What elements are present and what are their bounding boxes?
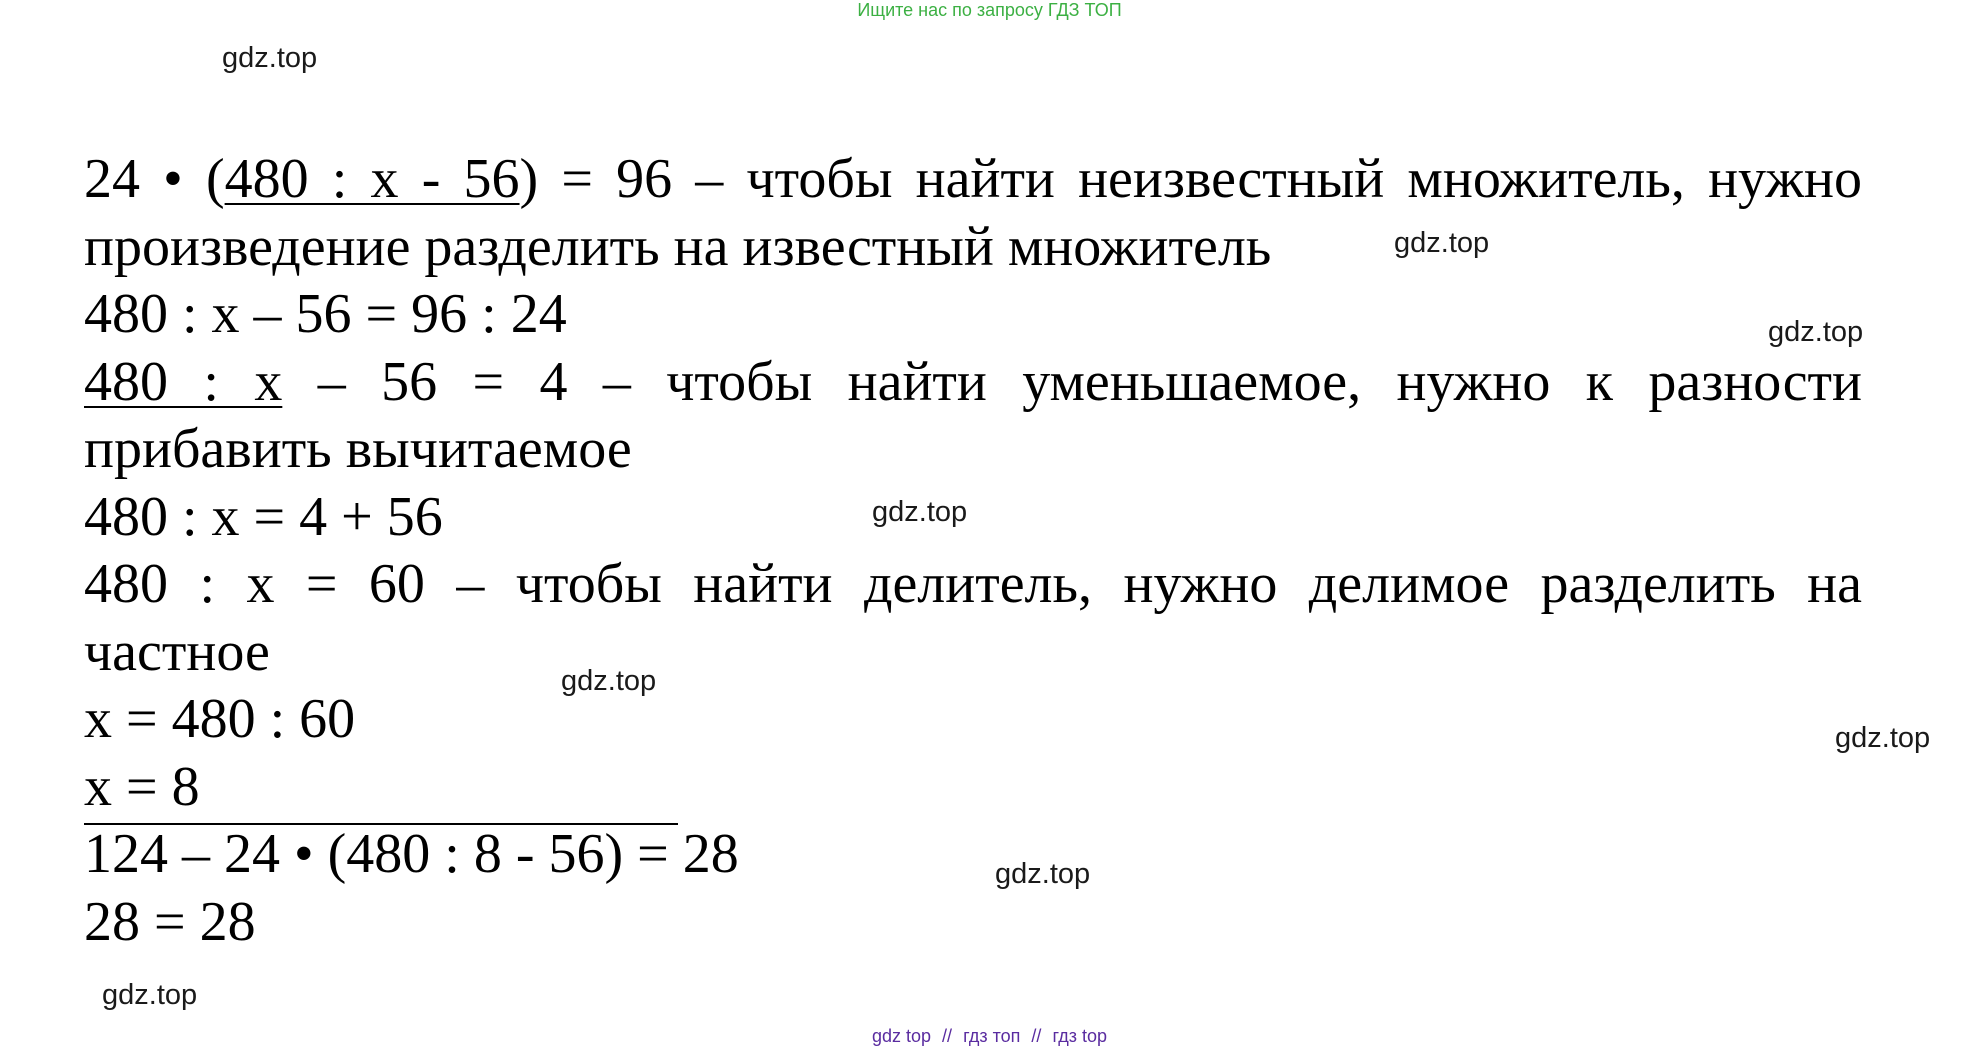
solution-line-11: 124 – 24 • (480 : 8 - 56) = 28 bbox=[84, 823, 739, 885]
solution-line-6: 480 : x = 4 + 56 bbox=[84, 485, 443, 548]
check-divider bbox=[84, 823, 678, 825]
watermark: gdz.top bbox=[872, 496, 968, 528]
footer bbox=[0, 1026, 1979, 1047]
solution-line-8: частное bbox=[84, 620, 270, 683]
solution-line-4: 480 : x – 56 = 4 – чтобы найти уменьшаемое, нужно к разности bbox=[84, 350, 1862, 413]
solution-line-2: произведение разделить на известный множитель bbox=[84, 215, 1272, 278]
solution-line-9: x = 480 : 60 bbox=[84, 688, 356, 750]
footer-separator: // bbox=[1031, 1026, 1042, 1046]
top-banner: Ищите нас по запросу ГДЗ ТОП bbox=[857, 0, 1122, 20]
solution-text bbox=[84, 146, 1862, 956]
watermark: gdz.top bbox=[1835, 722, 1931, 754]
watermark: gdz.top bbox=[1394, 227, 1490, 259]
footer-item: gdz top bbox=[871, 1026, 932, 1046]
watermark: gdz.top bbox=[102, 979, 198, 1011]
solution-line-5: прибавить вычитаемое bbox=[84, 418, 632, 480]
solution-line-1: 24 • (480 : x - 56) = 96 – чтобы найти неизвестный множитель, нужно bbox=[84, 148, 1862, 210]
solution-line-10: x = 8 bbox=[84, 755, 200, 818]
solution-line-12: 28 = 28 bbox=[84, 890, 256, 953]
footer-separator: // bbox=[942, 1026, 953, 1046]
footer-item: гдз top bbox=[1052, 1026, 1107, 1046]
underlined-expression: 480 : x bbox=[84, 350, 283, 413]
underlined-expression: 480 : x - 56 bbox=[224, 148, 520, 210]
watermark: gdz.top bbox=[561, 665, 657, 697]
watermark: gdz.top bbox=[995, 858, 1091, 890]
watermark: gdz.top bbox=[1768, 316, 1864, 348]
solution-line-7: 480 : x = 60 – чтобы найти делитель, нужно делимое разделить на bbox=[84, 553, 1862, 615]
solution-line-3: 480 : x – 56 = 96 : 24 bbox=[84, 283, 567, 345]
watermark: gdz.top bbox=[222, 42, 318, 74]
footer-item: гдз топ bbox=[963, 1026, 1021, 1046]
